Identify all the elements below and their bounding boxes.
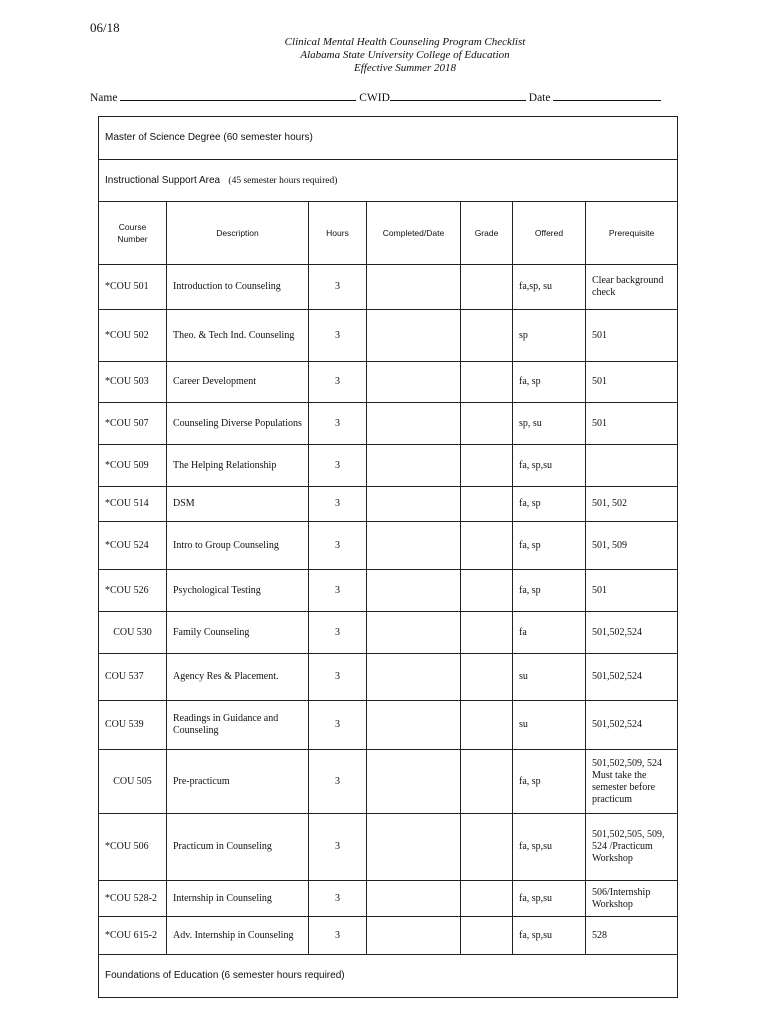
course-offered: fa, sp: [513, 570, 586, 612]
course-description: Theo. & Tech Ind. Counseling: [167, 310, 309, 362]
grade-cell[interactable]: [461, 403, 513, 445]
col-completed: Completed/Date: [367, 202, 461, 265]
course-offered: fa, sp: [513, 522, 586, 570]
course-prerequisite: 501,502,524: [586, 612, 678, 654]
course-prerequisite: 528: [586, 917, 678, 955]
course-row: [99, 403, 678, 445]
course-prerequisite: 506/Internship Workshop: [586, 881, 678, 917]
course-prerequisite: 501, 509: [586, 522, 678, 570]
completed-date-cell[interactable]: [367, 310, 461, 362]
completed-date-cell[interactable]: [367, 814, 461, 881]
course-hours: 3: [309, 265, 367, 310]
grade-cell[interactable]: [461, 881, 513, 917]
name-field[interactable]: [120, 90, 356, 101]
date-field[interactable]: [553, 90, 661, 101]
course-number: *COU 528-2: [99, 881, 167, 917]
grade-cell[interactable]: [461, 750, 513, 814]
completed-date-cell[interactable]: [367, 570, 461, 612]
col-grade: Grade: [461, 202, 513, 265]
course-offered: fa, sp,su: [513, 881, 586, 917]
course-number: *COU 501: [99, 265, 167, 310]
completed-date-cell[interactable]: [367, 750, 461, 814]
grade-cell[interactable]: [461, 487, 513, 522]
course-prerequisite: 501: [586, 310, 678, 362]
course-row: [99, 570, 678, 612]
course-row: [99, 917, 678, 955]
grade-cell[interactable]: [461, 362, 513, 403]
course-description: Counseling Diverse Populations: [167, 403, 309, 445]
course-offered: fa,sp, su: [513, 265, 586, 310]
course-hours: 3: [309, 403, 367, 445]
course-description: DSM: [167, 487, 309, 522]
grade-cell[interactable]: [461, 917, 513, 955]
grade-cell[interactable]: [461, 612, 513, 654]
course-description: Agency Res & Placement.: [167, 654, 309, 701]
completed-date-cell[interactable]: [367, 445, 461, 487]
course-row: [99, 814, 678, 881]
course-row: [99, 310, 678, 362]
completed-date-cell[interactable]: [367, 403, 461, 445]
course-prerequisite: [586, 445, 678, 487]
course-row: [99, 654, 678, 701]
course-hours: 3: [309, 570, 367, 612]
course-row: [99, 612, 678, 654]
grade-cell[interactable]: [461, 570, 513, 612]
completed-date-cell[interactable]: [367, 917, 461, 955]
course-description: Internship in Counseling: [167, 881, 309, 917]
course-description: Family Counseling: [167, 612, 309, 654]
course-row: [99, 750, 678, 814]
course-description: Introduction to Counseling: [167, 265, 309, 310]
col-description: Description: [167, 202, 309, 265]
course-hours: 3: [309, 881, 367, 917]
course-checklist-table: [98, 116, 678, 998]
course-row: [99, 487, 678, 522]
col-prerequisite: Prerequisite: [586, 202, 678, 265]
degree-title: Master of Science Degree (60 semester hours): [99, 117, 678, 160]
course-hours: 3: [309, 445, 367, 487]
completed-date-cell[interactable]: [367, 522, 461, 570]
course-offered: fa, sp: [513, 362, 586, 403]
course-hours: 3: [309, 750, 367, 814]
course-number: *COU 509: [99, 445, 167, 487]
col-hours: Hours: [309, 202, 367, 265]
course-offered: fa, sp: [513, 750, 586, 814]
course-hours: 3: [309, 612, 367, 654]
course-offered: sp: [513, 310, 586, 362]
course-prerequisite: 501, 502: [586, 487, 678, 522]
foundations-section-row: [99, 955, 678, 998]
date-label: Date: [528, 92, 551, 104]
grade-cell[interactable]: [461, 522, 513, 570]
foundations-hours: (6 semester hours required): [221, 970, 345, 981]
course-number: *COU 507: [99, 403, 167, 445]
course-prerequisite: 501,502,524: [586, 654, 678, 701]
course-prerequisite: 501,502,505, 509, 524 /Practicum Workshop: [586, 814, 678, 881]
course-row: [99, 701, 678, 750]
grade-cell[interactable]: [461, 265, 513, 310]
completed-date-cell[interactable]: [367, 654, 461, 701]
grade-cell[interactable]: [461, 654, 513, 701]
course-offered: su: [513, 654, 586, 701]
course-number: *COU 615-2: [99, 917, 167, 955]
course-hours: 3: [309, 522, 367, 570]
completed-date-cell[interactable]: [367, 612, 461, 654]
foundations-label: Foundations of Education: [105, 970, 219, 981]
completed-date-cell[interactable]: [367, 487, 461, 522]
foundations-section-title: [99, 955, 678, 998]
instructional-section-row: [99, 160, 678, 202]
completed-date-cell[interactable]: [367, 881, 461, 917]
col-course-number: Course Number: [99, 202, 167, 265]
course-offered: fa, sp,su: [513, 814, 586, 881]
course-number: *COU 503: [99, 362, 167, 403]
course-hours: 3: [309, 814, 367, 881]
course-description: Adv. Internship in Counseling: [167, 917, 309, 955]
course-description: The Helping Relationship: [167, 445, 309, 487]
completed-date-cell[interactable]: [367, 701, 461, 750]
course-number: *COU 524: [99, 522, 167, 570]
title-line-2: Alabama State University College of Education: [300, 49, 510, 61]
course-row: [99, 362, 678, 403]
grade-cell[interactable]: [461, 814, 513, 881]
course-row: [99, 445, 678, 487]
course-prerequisite: 501,502,524: [586, 701, 678, 750]
instructional-hours: (45 semester hours required): [228, 175, 338, 186]
course-hours: 3: [309, 310, 367, 362]
course-description: Practicum in Counseling: [167, 814, 309, 881]
course-number: COU 537: [99, 654, 167, 701]
student-info-line: [90, 90, 661, 104]
grade-cell[interactable]: [461, 310, 513, 362]
course-number: COU 539: [99, 701, 167, 750]
document-date: 06/18: [90, 20, 120, 35]
course-prerequisite: 501: [586, 570, 678, 612]
course-description: Psychological Testing: [167, 570, 309, 612]
completed-date-cell[interactable]: [367, 265, 461, 310]
course-hours: 3: [309, 362, 367, 403]
course-hours: 3: [309, 917, 367, 955]
course-hours: 3: [309, 654, 367, 701]
course-offered: su: [513, 701, 586, 750]
course-offered: fa, sp,su: [513, 917, 586, 955]
column-header-row: [99, 202, 678, 265]
title-line-1: Clinical Mental Health Counseling Program Checklist: [284, 36, 526, 48]
col-offered: Offered: [513, 202, 586, 265]
course-row: [99, 265, 678, 310]
name-label: Name: [90, 92, 118, 104]
course-offered: fa: [513, 612, 586, 654]
course-hours: 3: [309, 487, 367, 522]
course-offered: fa, sp: [513, 487, 586, 522]
degree-row: [99, 117, 678, 160]
course-number: *COU 526: [99, 570, 167, 612]
grade-cell[interactable]: [461, 445, 513, 487]
course-offered: fa, sp,su: [513, 445, 586, 487]
course-prerequisite: 501,502,509, 524 Must take the semester before practicum: [586, 750, 678, 814]
course-offered: sp, su: [513, 403, 586, 445]
completed-date-cell[interactable]: [367, 362, 461, 403]
instructional-section-title: [99, 160, 678, 202]
course-description: Intro to Group Counseling: [167, 522, 309, 570]
title-line-3: Effective Summer 2018: [353, 62, 457, 74]
course-description: Readings in Guidance and Counseling: [167, 701, 309, 750]
document-heading: [0, 36, 770, 75]
course-prerequisite: 501: [586, 362, 678, 403]
course-number: COU 505: [99, 750, 167, 814]
course-row: [99, 522, 678, 570]
course-number: *COU 514: [99, 487, 167, 522]
course-number: COU 530: [99, 612, 167, 654]
course-number: *COU 502: [99, 310, 167, 362]
course-description: Pre-practicum: [167, 750, 309, 814]
instructional-label: Instructional Support Area: [105, 174, 221, 186]
cwid-field[interactable]: [390, 90, 526, 101]
course-row: [99, 881, 678, 917]
cwid-label: CWID: [359, 92, 390, 104]
grade-cell[interactable]: [461, 701, 513, 750]
course-prerequisite: 501: [586, 403, 678, 445]
course-prerequisite: Clear background check: [586, 265, 678, 310]
course-hours: 3: [309, 701, 367, 750]
course-number: *COU 506: [99, 814, 167, 881]
course-description: Career Development: [167, 362, 309, 403]
